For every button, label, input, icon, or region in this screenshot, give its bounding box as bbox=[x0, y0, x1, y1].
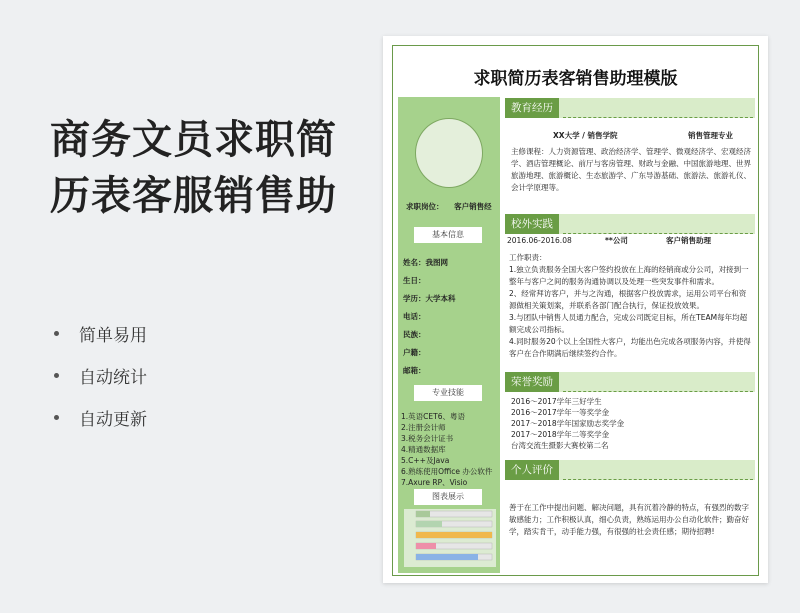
duty-item: 3.与团队中销售人员通力配合，完成公司既定目标，所在TEAM每年均超额完成公司指标。 bbox=[509, 313, 748, 334]
divider bbox=[563, 479, 753, 480]
feature-item bbox=[54, 354, 147, 396]
practice-heading: 校外实践 bbox=[505, 214, 559, 234]
feature-item bbox=[54, 396, 147, 438]
photo-placeholder bbox=[415, 118, 483, 188]
feature-label: 自动统计 bbox=[79, 367, 147, 388]
skill-item: 7.Axure RP、Visio bbox=[401, 478, 468, 487]
duty-item: 1.独立负责服务全国大客户签约投放在上海的经销商或分公司，对接到一整年与客户之间的服务沟通协调以及处理一些突发事件和需求。 bbox=[509, 265, 749, 286]
honor-item: 2017～2018学年二等奖学金 bbox=[511, 430, 610, 439]
job-label: 求职岗位： bbox=[406, 202, 444, 211]
skill-item: 6.熟练使用Office 办公软件 bbox=[401, 467, 493, 476]
feature-label: 简单易用 bbox=[79, 325, 147, 346]
education-courses: 主修课程：人力资源管理、政治经济学、管理学、微观经济学、宏观经济学、酒店管理概论、前厅与客房管理、财政与金融、中国旅游地理、世界旅游地理、旅游概论、生态旅游学、广东导游基础、旅游法、旅游礼仪、会计学原理等。 bbox=[511, 147, 751, 192]
field-hukou: 户籍： bbox=[403, 348, 426, 357]
divider bbox=[563, 391, 753, 392]
job-value: 客户销售经 bbox=[454, 202, 492, 211]
duty-label: 工作职责： bbox=[509, 253, 547, 262]
field-phone: 电话： bbox=[403, 312, 426, 321]
honors-list bbox=[511, 396, 624, 451]
honor-item: 2016～2017学年三好学生 bbox=[511, 397, 602, 406]
feature-item bbox=[54, 312, 147, 354]
duty-item: 4.同时服务20个以上全国性大客户，均能出色完成各项服务内容，并使得客户在合作期满后继续签约合作。 bbox=[509, 337, 751, 358]
education-school: XX大学 / 销售学院 bbox=[553, 131, 618, 140]
practice-company: **公司 bbox=[605, 236, 628, 245]
skill-item: 4.精通数据库 bbox=[401, 445, 446, 454]
evaluation-text: 善于在工作中提出问题、解决问题，具有沉着冷静的特点，有强烈的数字敏感能力；工作积极认真，细心负责，熟练运用办公自动化软件；勤奋好学，踏实肯干，动手能力强，有很强的社会责任感；期待招聘! bbox=[509, 503, 749, 536]
field-name: 姓名：我图网 bbox=[403, 258, 448, 267]
resume-frame bbox=[392, 45, 759, 576]
promo-title-line1: 商务文员求职简 bbox=[50, 117, 337, 163]
field-ethnicity: 民族： bbox=[403, 330, 426, 339]
field-birthday: 生日： bbox=[403, 276, 426, 285]
feature-label: 自动更新 bbox=[79, 409, 147, 430]
duty-list bbox=[509, 264, 752, 360]
resume-document bbox=[383, 36, 768, 583]
chart-tab: 图表展示 bbox=[414, 489, 482, 505]
bullet-icon bbox=[54, 373, 59, 378]
skill-item: 3.税务会计证书 bbox=[401, 434, 454, 443]
practice-period: 2016.06-2016.08 bbox=[507, 236, 572, 245]
evaluation-heading: 个人评价 bbox=[505, 460, 559, 480]
divider bbox=[563, 117, 753, 118]
feature-list bbox=[54, 312, 147, 438]
skill-item: 1.英语CET6、粤语 bbox=[401, 412, 465, 421]
skills-tab: 专业技能 bbox=[414, 385, 482, 401]
honors-header bbox=[505, 372, 755, 392]
resume-sidebar bbox=[398, 97, 500, 573]
practice-header bbox=[505, 214, 755, 234]
education-header bbox=[505, 98, 755, 118]
bullet-icon bbox=[54, 415, 59, 420]
honor-item: 2017～2018学年国家励志奖学金 bbox=[511, 419, 625, 428]
field-education: 学历：大学本科 bbox=[403, 294, 456, 303]
duty-item: 2、经常拜访客户，并与之沟通，根据客户投放需求，运用公司平台和资源做相关策划案，并联系各部门配合执行，保证投放效果。 bbox=[509, 289, 747, 310]
education-major: 销售管理专业 bbox=[688, 131, 733, 140]
skill-chart-graphic bbox=[404, 509, 496, 567]
honor-item: 2016～2017学年一等奖学金 bbox=[511, 408, 610, 417]
skill-item: 2.注册会计师 bbox=[401, 423, 446, 432]
promo-title-line2: 历表客服销售助 bbox=[50, 173, 337, 219]
honor-item: 台湾交流生摄影大赛校第二名 bbox=[511, 441, 609, 450]
field-email: 邮箱： bbox=[403, 366, 426, 375]
evaluation-header bbox=[505, 460, 755, 480]
basic-info-tab: 基本信息 bbox=[414, 227, 482, 243]
promo-title bbox=[50, 112, 370, 224]
skill-item: 5.C++及Java bbox=[401, 456, 450, 465]
education-heading: 教育经历 bbox=[505, 98, 559, 118]
job-target bbox=[406, 201, 492, 212]
practice-role: 客户销售助理 bbox=[666, 236, 711, 245]
bullet-icon bbox=[54, 331, 59, 336]
honors-heading: 荣誉奖励 bbox=[505, 372, 559, 392]
resume-title: 求职简历表客销售助理模版 bbox=[473, 69, 678, 89]
divider bbox=[563, 233, 753, 234]
